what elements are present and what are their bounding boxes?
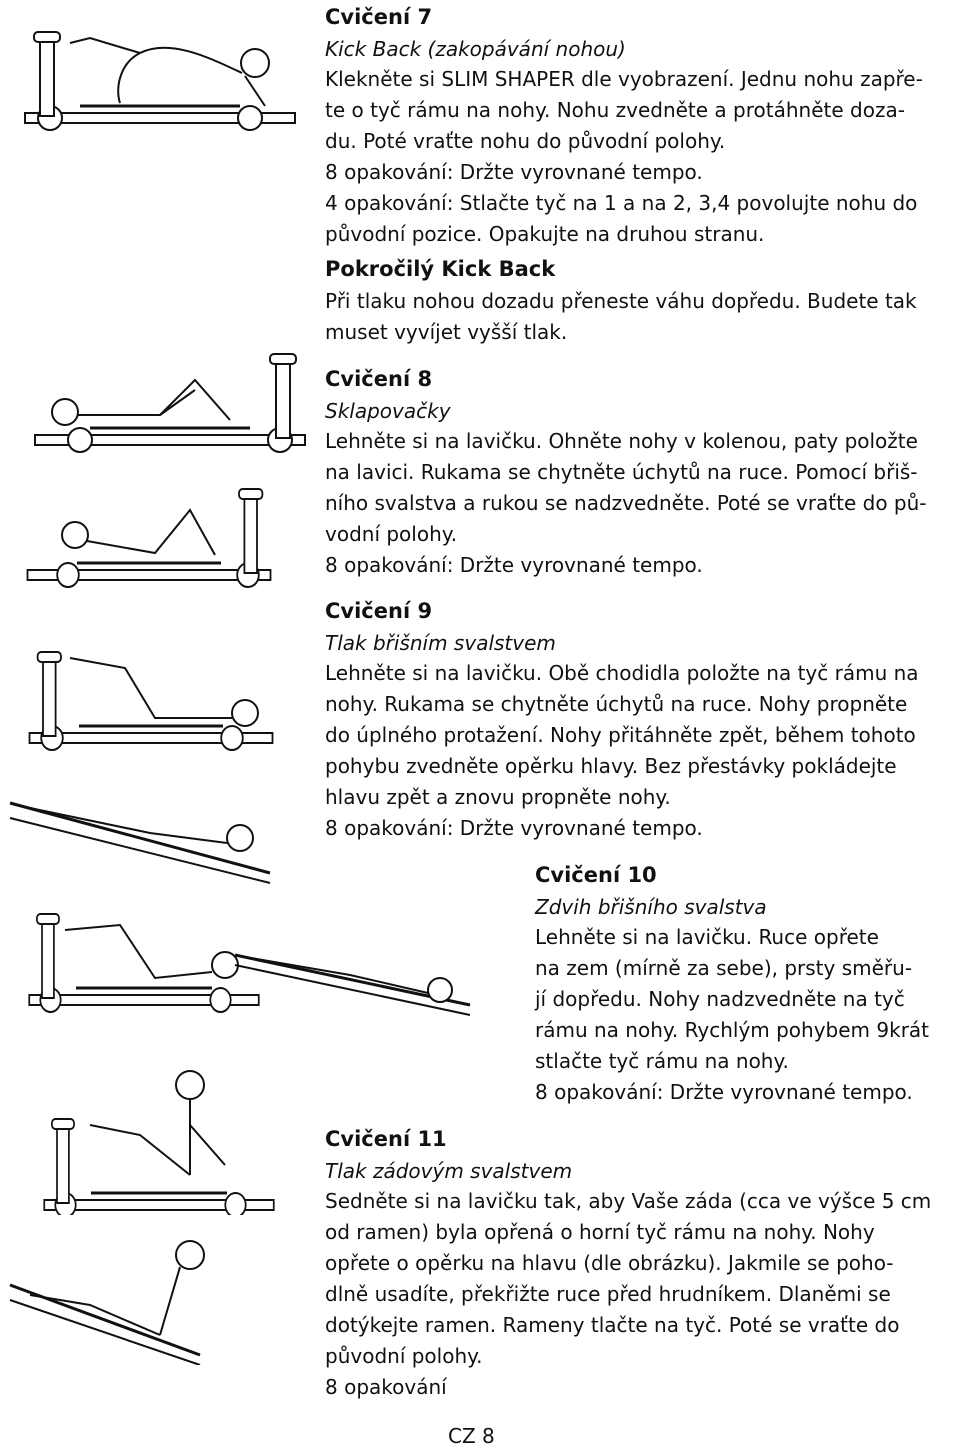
exercise-7 (325, 4, 955, 348)
exercise-9-line: 8 opakování: Držte vyrovnané tempo. (325, 816, 703, 840)
exercise-9-line: Lehněte si na lavičku. Obě chodidla položte na tyč rámu na (325, 661, 919, 685)
exercise-11-line: od ramen) byla opřená o horní tyč rámu na nohy. Nohy (325, 1220, 875, 1244)
exercise-8-line: Lehněte si na lavičku. Ohněte nohy v kolenou, paty položte (325, 429, 918, 453)
illustration-crunch-up (25, 475, 275, 595)
exercise-7-advanced-title: Pokročilý Kick Back (325, 257, 556, 281)
exercise-11-title: Cvičení 11 (325, 1127, 447, 1151)
exercise-10-line: Lehněte si na lavičku. Ruce opřete (535, 925, 879, 949)
illustration-crunch-start (20, 340, 310, 460)
exercise-7-line: Klekněte si SLIM SHAPER dle vyobrazení. Jednu nohu zapře- (325, 67, 923, 91)
illustration-back-press-start (40, 1065, 280, 1215)
exercise-7-title: Cvičení 7 (325, 5, 433, 29)
exercise-7-advanced-line: muset vyvíjet vyšší tlak. (325, 320, 568, 344)
exercise-9-subtitle: Tlak břišním svalstvem (325, 631, 556, 655)
exercise-10 (535, 862, 955, 1108)
exercise-9 (325, 598, 955, 844)
exercise-11-line: opřete o opěrku na hlavu (dle obrázku). Jakmile se poho- (325, 1251, 894, 1275)
exercise-10-line: stlačte tyč rámu na nohy. (535, 1049, 789, 1073)
illustration-leg-raise-bent (25, 900, 265, 1020)
exercise-8-line: na lavici. Rukama se chytněte úchytů na ruce. Pomocí břiš- (325, 460, 918, 484)
exercise-7-line: 8 opakování: Držte vyrovnané tempo. (325, 160, 703, 184)
exercise-9-line: do úplného protažení. Nohy přitáhněte zpět, během tohoto (325, 723, 916, 747)
page-number: CZ 8 (448, 1424, 495, 1448)
illustration-leg-press-bent (25, 638, 275, 758)
exercise-11-subtitle: Tlak zádovým svalstvem (325, 1159, 573, 1183)
exercise-11-line: Sedněte si na lavičku tak, aby Vaše záda (cca ve výšce 5 cm (325, 1189, 932, 1213)
exercise-8-subtitle: Sklapovačky (325, 399, 451, 423)
exercise-11-line: 8 opakování (325, 1375, 447, 1399)
illustration-leg-raise-extended (230, 935, 480, 1045)
exercise-7-line: 4 opakování: Stlačte tyč na 1 a na 2, 3,4 povolujte nohu do (325, 191, 918, 215)
exercise-10-title: Cvičení 10 (535, 863, 657, 887)
exercise-9-line: hlavu zpět a znovu propněte nohy. (325, 785, 671, 809)
exercise-10-line: na zem (mírně za sebe), prsty směřu- (535, 956, 913, 980)
exercise-10-line: jí dopředu. Nohy nadzvedněte na tyč (535, 987, 905, 1011)
exercise-7-advanced-line: Při tlaku nohou dozadu přeneste váhu dopředu. Budete tak (325, 289, 917, 313)
exercise-8-line: 8 opakování: Držte vyrovnané tempo. (325, 553, 703, 577)
illustration-leg-press-extended (0, 778, 280, 888)
exercise-9-title: Cvičení 9 (325, 599, 433, 623)
exercise-10-line: 8 opakování: Držte vyrovnané tempo. (535, 1080, 913, 1104)
exercise-8 (325, 366, 955, 581)
exercise-10-subtitle: Zdvih břišního svalstva (535, 895, 767, 919)
exercise-9-line: nohy. Rukama se chytněte úchytů na ruce. Nohy propněte (325, 692, 908, 716)
exercise-9-line: pohybu zvedněte opěrku hlavy. Bez přestávky pokládejte (325, 754, 897, 778)
exercise-8-line: vodní polohy. (325, 522, 458, 546)
exercise-11-line: původní polohy. (325, 1344, 483, 1368)
illustration-kick-back (20, 18, 320, 148)
exercise-11-line: dlně usadíte, překřižte ruce před hrudníkem. Dlaněmi se (325, 1282, 891, 1306)
exercise-11 (325, 1126, 955, 1403)
exercise-8-title: Cvičení 8 (325, 367, 433, 391)
exercise-11-line: dotýkejte ramen. Rameny tlačte na tyč. Poté se vraťte do (325, 1313, 900, 1337)
exercise-7-line: te o tyč rámu na nohy. Nohu zvedněte a protáhněte doza- (325, 98, 905, 122)
exercise-10-line: rámu na nohy. Rychlým pohybem 9krát (535, 1018, 930, 1042)
exercise-7-line: du. Poté vraťte nohu do původní polohy. (325, 129, 726, 153)
exercise-7-line: původní pozice. Opakujte na druhou stranu. (325, 222, 765, 246)
exercise-8-line: ního svalstva a rukou se nadzvedněte. Poté se vraťte do pů- (325, 491, 927, 515)
exercise-7-subtitle: Kick Back (zakopávání nohou) (325, 37, 626, 61)
illustration-back-press-lean (0, 1225, 240, 1365)
